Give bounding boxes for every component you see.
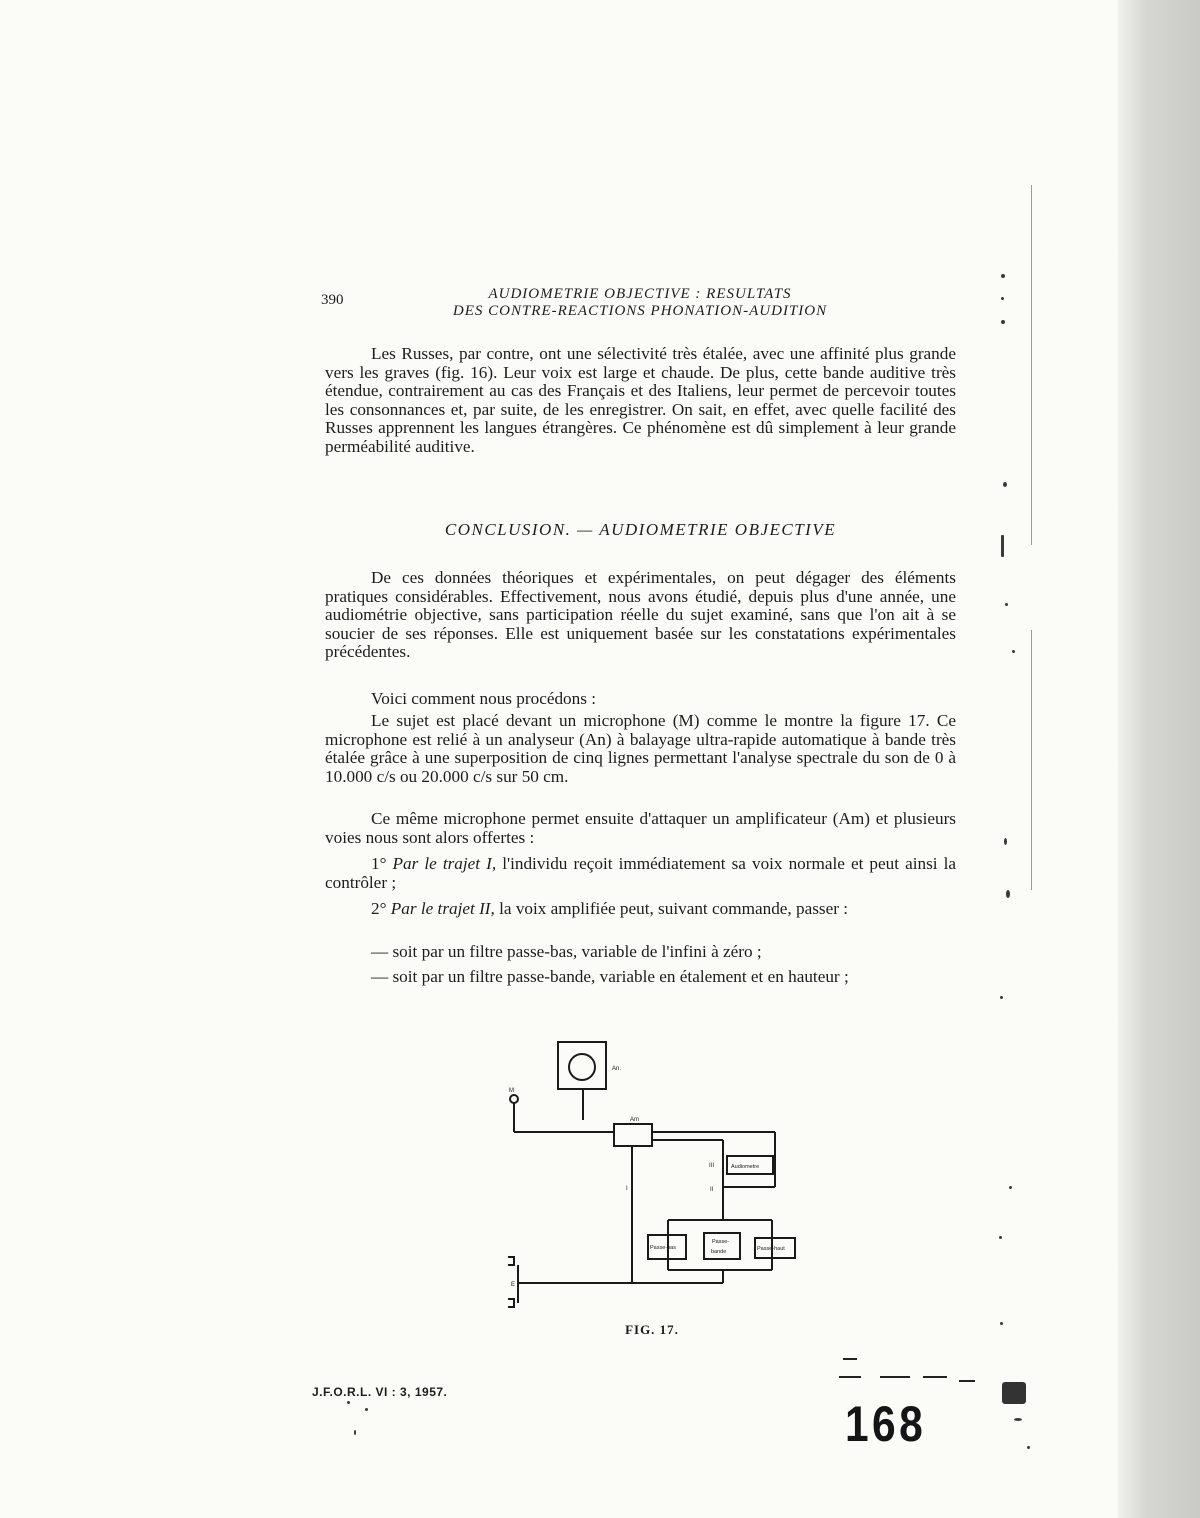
label-audiometre: Audiometre xyxy=(731,1164,760,1170)
paragraph-trajet-1 xyxy=(325,855,956,892)
label-trajet-1: I xyxy=(626,1186,628,1192)
stamp-dashes xyxy=(835,1355,985,1395)
trajet-2-number: 2° xyxy=(371,899,391,918)
paragraph-russes: Les Russes, par contre, ont une sélectivité très étalée, avec une affinité plus grande vers les graves (fig. 16). Leur voix est large et chaude. De plus, cette bande auditive très étendue, contrairement au cas des Français et des Italiens, leur permet de percevoir toutes les consonnances et, par suite, de les enregistrer. On sait, en effet, avec quelle facilité des Russes apprennent les langues étrangères. Ce phénomène est dû simplement à leur grande perméabilité auditive. xyxy=(325,344,956,456)
paragraph-sujet: Le sujet est placé devant un microphone (M) comme le montre la figure 17. Ce microphone est relié à un analyseur (An) à balayage ultra-rapide automatique à bande très étalée grâce à une superposition de cinq lignes permettant l'analyse spectrale du son de 0 à 10.000 c/s ou 20.000 c/s sur 50 cm. xyxy=(325,711,956,786)
trajet-1-text: l'individu reçoit immédiatement sa voix normale et peut ainsi la contrôler ; xyxy=(325,854,956,892)
figure-17-diagram xyxy=(500,1035,820,1320)
passe-bande-box xyxy=(704,1233,740,1259)
paragraph-donnees: De ces données théoriques et expérimentales, on peut dégager des éléments pratiques considérables. Effectivement, nous avons étudié, depuis plus d'une année, une audiométrie objective, sans participation réelle du sujet examiné, sans que l'on ait à se soucier de ses réponses. Elle est uniquement basée sur les constatations expérimentales précédentes. xyxy=(325,568,956,662)
paragraph-voici: Voici comment nous procédons : xyxy=(371,689,596,708)
label-trajet-2: II xyxy=(710,1187,714,1193)
ecouteur-icon-top xyxy=(508,1257,514,1265)
running-head xyxy=(380,286,900,320)
scan-edge-shadow xyxy=(1118,0,1200,1518)
section-title: CONCLUSION. — AUDIOMETRIE OBJECTIVE xyxy=(444,520,837,539)
label-am: Am xyxy=(630,1117,639,1123)
paragraph-trajet-2 xyxy=(325,900,956,919)
trajet-2-text: la voix amplifiée peut, suivant commande, passer : xyxy=(494,899,849,918)
trajet-1-label: Par le trajet I, xyxy=(392,854,497,873)
scan-corner-mark xyxy=(1002,1382,1026,1404)
trajet-2-label: Par le trajet II, xyxy=(390,899,495,918)
running-head-line-2: DES CONTRE-REACTIONS PHONATION-AUDITION xyxy=(452,303,828,319)
label-passe-haut: Passe-haut xyxy=(757,1246,785,1252)
microphone-icon xyxy=(510,1095,518,1103)
label-trajet-3: III xyxy=(709,1163,715,1169)
page-number: 390 xyxy=(321,292,344,308)
label-an: An. xyxy=(612,1066,622,1072)
amplificateur-box xyxy=(614,1124,652,1146)
label-passe-bas: Passe-bas xyxy=(650,1245,676,1251)
journal-reference: J.F.O.R.L. VI : 3, 1957. xyxy=(312,1385,448,1399)
figure-caption: FIG. 17. xyxy=(625,1322,679,1337)
running-head-line-1: AUDIOMETRIE OBJECTIVE : RESULTATS xyxy=(488,286,792,302)
label-e: E xyxy=(511,1282,516,1288)
paragraph-passe-bande: — soit par un filtre passe-bande, variable en étalement et en hauteur ; xyxy=(371,967,849,986)
analyseur-screen xyxy=(569,1054,595,1080)
paragraph-microphone: Ce même microphone permet ensuite d'attaquer un amplificateur (Am) et plusieurs voies nous sont alors offertes : xyxy=(325,809,956,847)
analyseur-box xyxy=(558,1042,606,1089)
trajet-1-number: 1° xyxy=(371,854,393,873)
stamp-number: 168 xyxy=(845,1396,927,1452)
ecouteur-icon-bottom xyxy=(508,1299,514,1307)
label-passe-bande-1: Passe- xyxy=(712,1239,730,1245)
paragraph-passe-bas: — soit par un filtre passe-bas, variable de l'infini à zéro ; xyxy=(371,942,762,961)
label-passe-bande-2: bande xyxy=(711,1249,727,1255)
label-m: M xyxy=(509,1088,514,1094)
